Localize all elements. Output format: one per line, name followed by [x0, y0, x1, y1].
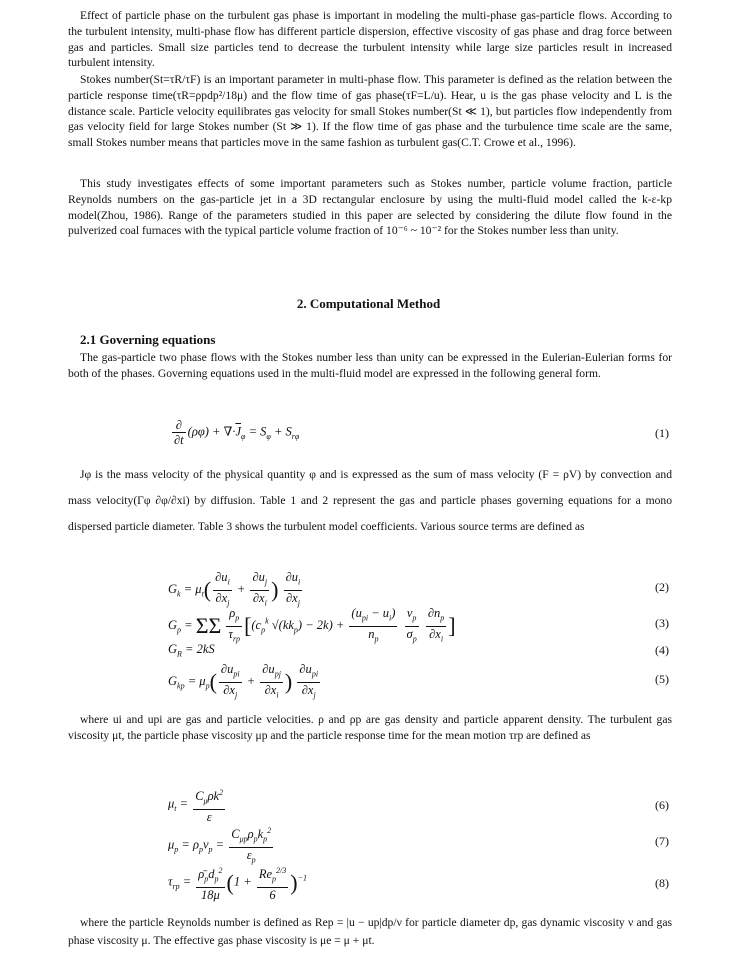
equation-number-7: (7): [655, 834, 669, 848]
equation-2: $G_k = \mu_t$( $\frac{\partial u_i}{\partial x_j}$ + $\frac{\partial u_j}{\partial x_i}$ ) $\frac{\partial u_i}{\partial x_j}$: [168, 570, 301, 607]
equation-number-3: (3): [655, 616, 669, 630]
intro-paragraph-3: This study investigates effects of some important parameters such as Stokes number, particle volume fraction, particle Reynolds numbers on the gas-particle jet in a 3D rectangular enclosure by using the multi-fluid model called the k-ε-kp model(Zhou, 1986). Range of the parameters studied in this paper are selected by considering the dilute flow found in the pulverized coal furnaces with the typical particle volume fraction of 10⁻⁶ ~ 10⁻² for the Stokes number less than unity.: [68, 177, 672, 238]
equation-number-1: (1): [655, 426, 669, 440]
equation-number-6: (6): [655, 798, 669, 812]
viscosity-paragraph: where ui and upi are gas and particle velocities. ρ and ρp are gas density and particle apparent density. The turbulent gas viscosity μt, the particle phase viscosity μp and the particle response time for the mean motion τrp are defined as: [68, 713, 672, 742]
equation-1: $\frac{\partial}{\partial t}$ $(\rho\varphi) + \nabla\cdot\overline{J}_\varphi = S_\varphi + S_{r\varphi}$: [174, 418, 300, 447]
equation-5: $G_{kp} = \mu_p$( $\frac{\partial u_{pi}}{\partial x_j}$ + $\frac{\partial u_{pj}}{\partial x_i}$ ) $\frac{\partial u_{pi}}{\partial x_j}$: [168, 662, 319, 699]
equation-number-4: (4): [655, 643, 669, 657]
intro-paragraph-2: Stokes number(St=τR/τF) is an important parameter in multi-phase flow. This parameter is defined as the relation between the particle response time(τR=ρpdp²/18μ) and the flow time of gas phase(τF=L/u). Hear, u is the gas phase velocity and L is the distance scale. Particle velocity equilibrates gas velocity for small Stokes number(St ≪ 1), but particles flow independently from gas velocity field for large Stokes number (St ≫ 1). If the flow time of gas phase and the turbulence time scale are the same, small Stokes number means that particles move in the same fashion as turbulent gas(C.T. Crowe et al., 1996).: [68, 73, 672, 150]
equation-number-8: (8): [655, 876, 669, 890]
equation-number-5: (5): [655, 672, 669, 686]
mass-velocity-paragraph: Jφ is the mass velocity of the physical quantity φ and is expressed as the sum of mass velocity (F = ρV) by convection and mass velocity(Γφ ∂φ/∂xi) by diffusion. Table 1 and 2 represent the gas and particle phases governing equations for a mono dispersed particle diameter. Table 3 shows the turbulent model coefficients. Various source terms are defined as: [68, 468, 672, 533]
intro-paragraph-1: Effect of particle phase on the turbulent gas phase is important in modeling the multi-phase gas-particle flows. According to the turbulent intensity, multi-phase flow has different particle dispersion, effective viscosity of gas phase and drag force between gas and particles. Small size particles tend to decrease the turbulent intensity while large size particles result in increased turbulent intensity.: [68, 9, 672, 70]
subsection-heading: 2.1 Governing equations: [80, 332, 216, 347]
equation-8: $\tau_{rp}$ = $\frac{\rhō_pd_p^2}{18\mu}$ (1 + $\frac{Re_p^{2/3}}{6}$ )$^{-1}$: [168, 866, 307, 902]
equation-number-2: (2): [655, 580, 669, 594]
section-heading: 2. Computational Method: [296, 296, 441, 311]
equation-6: $\mu_t$ = $\frac{C_\mu\rho k^2}{\varepsilon}$: [168, 788, 224, 824]
reynolds-paragraph: where the particle Reynolds number is defined as Rep = |u − up|dp/ν for particle diameter dp, gas dynamic viscosity ν and gas phase viscosity μ. The effective gas phase viscosity is μe = μ + μt.: [68, 916, 672, 947]
equation-7: $\mu_p = \rho_p\nu_p$ = $\frac{C_{\mu p}\rho_pk_p^2}{\varepsilon_p}$: [168, 826, 272, 865]
equation-4: $G_R = 2kS$: [168, 642, 215, 659]
governing-paragraph: The gas-particle two phase flows with the Stokes number less than unity can be expressed in the Eulerian-Eulerian forms for both of the phases. Governing equations used in the multi-fluid model are expressed in the following general form.: [68, 351, 672, 380]
equation-3: $G_p = \Sigma\Sigma$ $\frac{\rho_p}{\tau_{rp}}$ [($c_p^k$ $√(kk_p) - 2k$) + $\frac{(u_{pi} - u_i)}{n_p}$ $\frac{\nu_p}{\sigma_p}$ $\frac{\partial n_p}{\partial x_i}$ ]: [168, 606, 456, 643]
